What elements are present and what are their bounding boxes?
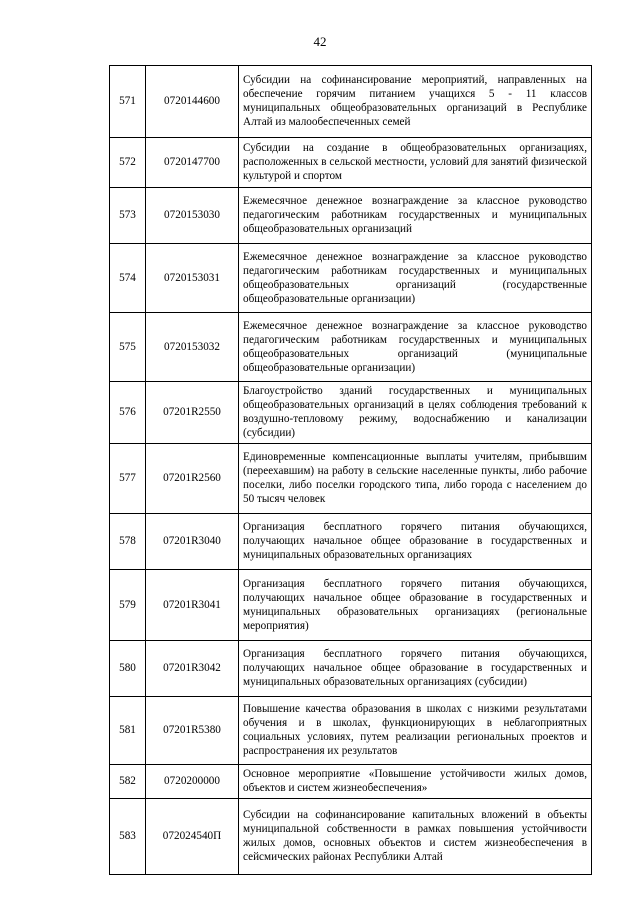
table-row [110, 799, 592, 875]
row-code: 07201R5380 [146, 697, 239, 765]
row-description: Основное мероприятие «Повышение устойчивости жилых домов, объектов и систем жизнеобеспечения» [239, 765, 592, 799]
row-number: 580 [110, 641, 146, 697]
row-code: 0720153032 [146, 313, 239, 382]
page-number: 42 [313, 34, 327, 49]
table-row [110, 138, 592, 188]
row-description: Организация бесплатного горячего питания обучающихся, получающих начальное общее образование в государственных и муниципальных образовательных организациях (субсидии) [239, 641, 592, 697]
table-row [110, 697, 592, 765]
row-number: 583 [110, 799, 146, 875]
row-code: 072024540П [146, 799, 239, 875]
row-description: Повышение качества образования в школах с низкими результатами обучения и в школах, функционирующих в неблагоприятных социальных условиях, путем реализации региональных проектов и распространения их результатов [239, 697, 592, 765]
table-row [110, 444, 592, 514]
row-number: 581 [110, 697, 146, 765]
row-code: 0720147700 [146, 138, 239, 188]
row-description: Организация бесплатного горячего питания обучающихся, получающих начальное общее образование в государственных и муниципальных образовательных организациях (региональные мероприятия) [239, 570, 592, 641]
row-code: 0720153031 [146, 244, 239, 313]
row-description: Ежемесячное денежное вознаграждение за классное руководство педагогическим работникам государственных и муниципальных общеобразовательных организаций (государственные общеобразовательные организации) [239, 244, 592, 313]
row-number: 574 [110, 244, 146, 313]
table-row [110, 514, 592, 570]
row-code: 07201R3041 [146, 570, 239, 641]
row-code: 07201R3040 [146, 514, 239, 570]
table-row [110, 641, 592, 697]
budget-classification-table [109, 65, 592, 875]
row-code: 07201R2560 [146, 444, 239, 514]
row-description: Единовременные компенсационные выплаты учителям, прибывшим (переехавшим) на работу в сельские населенные пункты, либо рабочие поселки, либо поселки городского типа, либо города с населением до 50 тысяч человек [239, 444, 592, 514]
row-code: 07201R3042 [146, 641, 239, 697]
row-number: 572 [110, 138, 146, 188]
table-row [110, 244, 592, 313]
row-number: 571 [110, 66, 146, 138]
row-code: 07201R2550 [146, 382, 239, 444]
row-code: 0720144600 [146, 66, 239, 138]
row-description: Субсидии на софинансирование капитальных вложений в объекты муниципальной собственности в рамках повышения устойчивости жилых домов, основных объектов и систем жизнеобеспечения в сейсмических районах Республики Алтай [239, 799, 592, 875]
row-description: Субсидии на создание в общеобразовательных организациях, расположенных в сельской местности, условий для занятий физической культурой и спортом [239, 138, 592, 188]
row-description: Благоустройство зданий государственных и муниципальных общеобразовательных организаций в целях соблюдения требований к воздушно-тепловому режиму, водоснабжению и канализации (субсидии) [239, 382, 592, 444]
row-number: 578 [110, 514, 146, 570]
row-number: 579 [110, 570, 146, 641]
table-row [110, 188, 592, 244]
row-number: 576 [110, 382, 146, 444]
row-code: 0720200000 [146, 765, 239, 799]
row-description: Организация бесплатного горячего питания обучающихся, получающих начальное общее образование в государственных и муниципальных образовательных организациях [239, 514, 592, 570]
row-number: 577 [110, 444, 146, 514]
row-code: 0720153030 [146, 188, 239, 244]
row-description: Субсидии на софинансирование мероприятий, направленных на обеспечение горячим питанием учащихся 5 - 11 классов муниципальных общеобразовательных организаций в Республике Алтай из малообеспеченных семей [239, 66, 592, 138]
row-number: 582 [110, 765, 146, 799]
table-row [110, 570, 592, 641]
row-description: Ежемесячное денежное вознаграждение за классное руководство педагогическим работникам государственных и муниципальных общеобразовательных организаций [239, 188, 592, 244]
table-row [110, 382, 592, 444]
table-row [110, 313, 592, 382]
table-row [110, 66, 592, 138]
row-number: 575 [110, 313, 146, 382]
table-row [110, 765, 592, 799]
row-description: Ежемесячное денежное вознаграждение за классное руководство педагогическим работникам государственных и муниципальных общеобразовательных организаций (муниципальные общеобразовательные организации) [239, 313, 592, 382]
row-number: 573 [110, 188, 146, 244]
